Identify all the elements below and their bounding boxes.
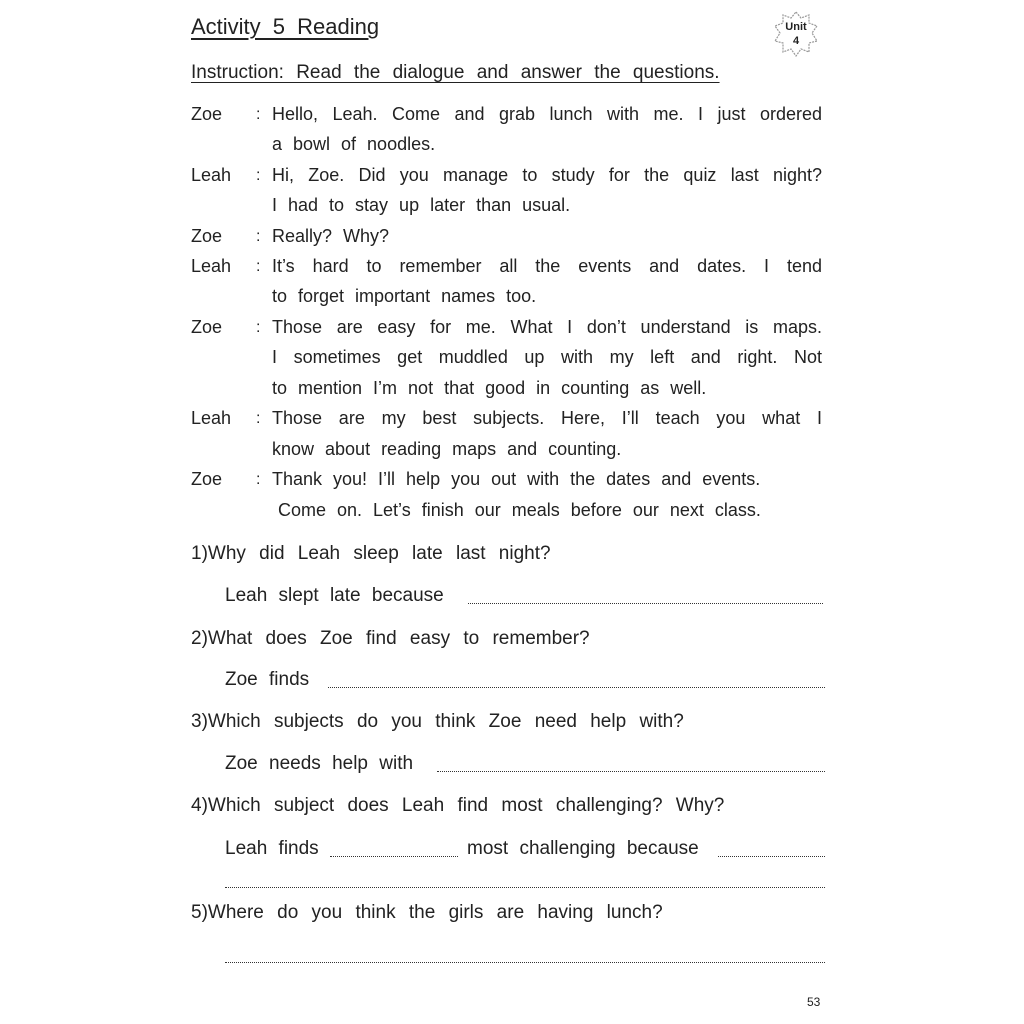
dialogue-line: Those are my best subjects. Here, I’ll teach you what I [272, 408, 822, 428]
answer-line[interactable] [437, 771, 825, 772]
question: 2)What does Zoe find easy to remember? [191, 628, 590, 649]
speaker-name: Leah [191, 165, 232, 185]
speaker-name: Zoe [191, 226, 223, 246]
answer-prompt-2: most challenging because [467, 838, 699, 859]
activity-title: Activity 5 Reading [191, 14, 380, 39]
starburst-icon [772, 10, 820, 58]
unit-label: Unit [785, 21, 807, 33]
question: 1)Why did Leah sleep late last night? [191, 543, 551, 564]
answer-line[interactable] [225, 887, 825, 888]
answer-line[interactable] [718, 856, 825, 857]
question: 5)Where do you think the girls are having lunch? [191, 902, 663, 923]
speaker-name: Zoe [191, 317, 223, 337]
colon: : [256, 319, 261, 336]
instruction: Instruction: Read the dialogue and answer the questions. [191, 62, 720, 83]
speaker-name: Leah [191, 256, 232, 276]
dialogue-line: Hi, Zoe. Did you manage to study for the quiz last night? [272, 165, 822, 185]
unit-badge [772, 10, 820, 58]
colon: : [256, 106, 261, 123]
dialogue-line: a bowl of noodles. [272, 134, 436, 154]
answer-line[interactable] [328, 687, 825, 688]
answer-prompt: Zoe needs help with [225, 753, 414, 774]
colon: : [256, 167, 261, 184]
dialogue-line: I had to stay up later than usual. [272, 195, 571, 215]
dialogue-line: know about reading maps and counting. [272, 439, 622, 459]
page-number: 53 [807, 995, 821, 1009]
dialogue-line: It’s hard to remember all the events and dates. I tend [272, 256, 822, 276]
question: 4)Which subject does Leah find most challenging? Why? [191, 795, 725, 816]
speaker-name: Zoe [191, 104, 223, 124]
dialogue-line: Really? Why? [272, 226, 390, 246]
dialogue-line: Hello, Leah. Come and grab lunch with me. I just ordered [272, 104, 822, 124]
answer-line[interactable] [225, 962, 825, 963]
dialogue-line: to forget important names too. [272, 286, 537, 306]
dialogue-line: Those are easy for me. What I don’t understand is maps. [272, 317, 822, 337]
dialogue-line: to mention I’m not that good in counting as well. [272, 378, 707, 398]
answer-prompt: Zoe finds [225, 669, 310, 690]
answer-prompt: Leah finds [225, 838, 319, 859]
answer-prompt: Leah slept late because [225, 585, 444, 606]
answer-line[interactable] [330, 856, 458, 857]
dialogue-line: Come on. Let’s finish our meals before our next class. [278, 500, 761, 520]
colon: : [256, 471, 261, 488]
answer-line[interactable] [468, 603, 823, 604]
speaker-name: Leah [191, 408, 232, 428]
colon: : [256, 258, 261, 275]
colon: : [256, 410, 261, 427]
question: 3)Which subjects do you think Zoe need help with? [191, 711, 684, 732]
colon: : [256, 228, 261, 245]
speaker-name: Zoe [191, 469, 223, 489]
unit-number: 4 [792, 35, 800, 47]
dialogue-line: Thank you! I’ll help you out with the dates and events. [272, 469, 761, 489]
dialogue-line: I sometimes get muddled up with my left and right. Not [272, 347, 822, 367]
